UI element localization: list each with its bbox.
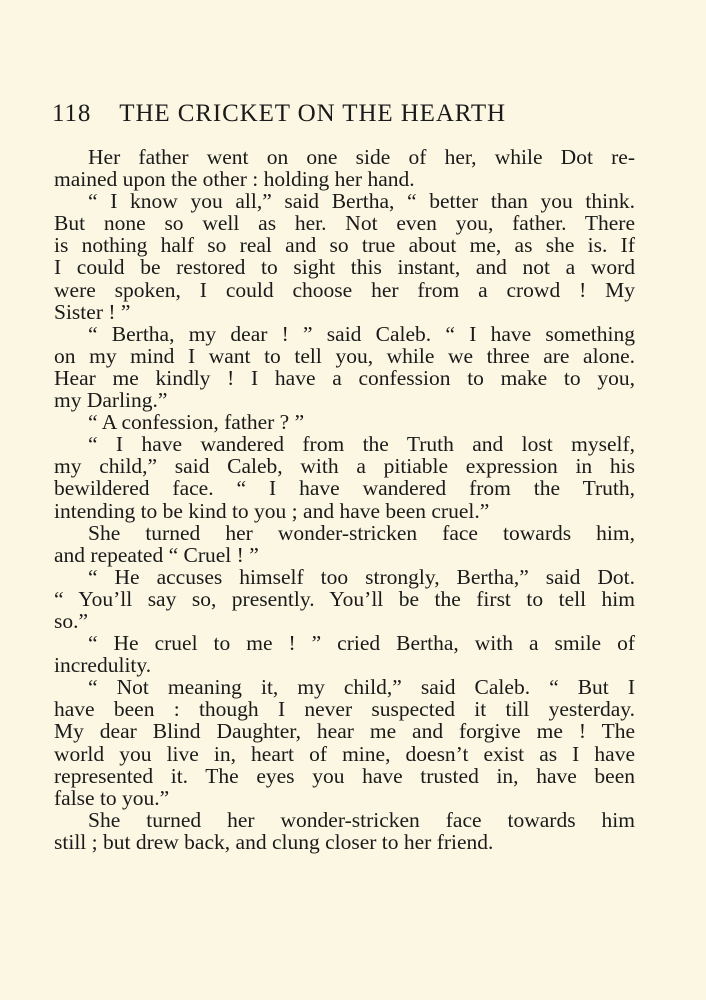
page-number: 118 [52,100,92,127]
running-header [52,100,652,128]
text-line: Hear me kindly ! I have a confession to make to you, [54,365,635,390]
text-line: bewildered face. “ I have wandered from the Truth, [54,476,635,501]
text-line: and repeated “ Cruel ! ” [54,542,259,567]
text-line: so.” [54,608,89,633]
text-line: represented it. The eyes you have trusted in, have been [54,763,635,788]
text-line: “ Bertha, my dear ! ” said Caleb. “ I have something [88,321,635,346]
text-line: “ A confession, father ? ” [88,410,305,435]
running-title: THE CRICKET ON THE HEARTH [119,100,507,127]
text-line: on my mind I want to tell you, while we three are alone. [54,343,635,368]
text-line: She turned her wonder-stricken face towards him, [88,520,635,545]
text-line: is nothing half so real and so true about me, as she is. If [54,233,635,258]
text-line: my Darling.” [54,388,168,413]
text-line: Sister ! ” [54,299,131,324]
text-line: She turned her wonder-stricken face towards him [88,807,635,832]
text-line: “ He cruel to me ! ” cried Bertha, with a smile of [88,631,635,656]
body-text [54,146,635,853]
text-line: mained upon the other : holding her hand. [54,167,415,192]
text-line: incredulity. [54,653,152,678]
text-line: “ You’ll say so, presently. You’ll be the first to tell him [54,586,635,611]
text-line: my child,” said Caleb, with a pitiable expression in his [54,454,635,479]
text-line: Her father went on one side of her, while Dot re- [88,145,635,169]
text-line: were spoken, I could choose her from a crowd ! My [54,277,635,302]
text-line: “ I know you all,” said Bertha, “ better than you think. [88,189,635,214]
text-line: “ Not meaning it, my child,” said Caleb. “ But I [88,675,635,700]
text-line: world you live in, heart of mine, doesn’t exist as I have [54,741,635,766]
text-line: false to you.” [54,785,170,810]
text-line: But none so well as her. Not even you, father. There [54,211,635,236]
text-line: intending to be kind to you ; and have been cruel.” [54,498,490,523]
text-line: have been : though I never suspected it till yesterday. [54,697,635,722]
text-line: “ I have wandered from the Truth and lost myself, [88,432,635,457]
text-line: still ; but drew back, and clung closer to her friend. [54,829,494,854]
text-line: “ He accuses himself too strongly, Bertha,” said Dot. [88,564,635,589]
text-line: I could be restored to sight this instant, and not a word [54,255,635,280]
text-line: My dear Blind Daughter, hear me and forgive me ! The [54,719,635,744]
